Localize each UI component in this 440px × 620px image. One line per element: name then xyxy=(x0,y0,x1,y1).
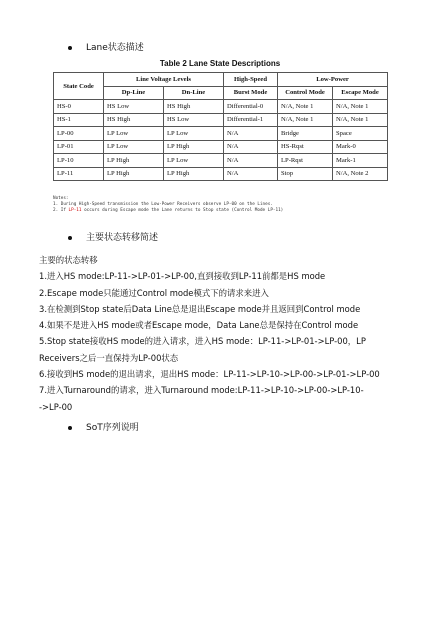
table-header-row xyxy=(54,73,388,87)
table-cell: N/A, Note 1 xyxy=(333,100,388,114)
bullet-text: Lane状态描述 xyxy=(86,43,144,53)
note-2-prefix: 2. If xyxy=(53,208,66,213)
table-notes xyxy=(53,196,283,214)
table-row xyxy=(54,113,388,127)
table-cell: LP-11 xyxy=(54,167,104,181)
table-cell: Stop xyxy=(278,167,333,181)
table-cell: N/A xyxy=(224,127,278,141)
table-row xyxy=(54,127,388,141)
table-row xyxy=(54,154,388,168)
table-cell: LP High xyxy=(164,140,224,154)
table-cell: HS Low xyxy=(104,100,164,114)
table-cell: HS Low xyxy=(164,113,224,127)
header-low-power: Low-Power xyxy=(278,73,388,87)
table-cell: N/A, Note 1 xyxy=(278,113,333,127)
note-1: 1. During High-Speed transmission the Low-Power Receivers observe LP-00 on the Lines. xyxy=(53,202,273,207)
note-2-suffix: occurs during Escape mode the Lane returns to Stop state (Control Mode LP-11) xyxy=(84,208,284,213)
section-heading: 主要的状态转移 xyxy=(39,255,98,265)
table-cell: N/A xyxy=(224,140,278,154)
header-escape-mode: Escape Mode xyxy=(333,86,388,100)
table-row xyxy=(54,167,388,181)
lane-state-table xyxy=(53,72,388,181)
body-line: ->LP-00 xyxy=(39,401,73,412)
table-cell: Mark-1 xyxy=(333,154,388,168)
body-line: 5.Stop state接收HS mode的进入请求，进入HS mode：LP-11->LP-01->LP-00，LP xyxy=(39,336,366,347)
table-cell: LP Low xyxy=(104,127,164,141)
table-cell: HS High xyxy=(104,113,164,127)
table-row xyxy=(54,140,388,154)
notes-heading: Notes: xyxy=(53,196,69,201)
table-cell: LP-Rqst xyxy=(278,154,333,168)
table-cell: LP High xyxy=(164,167,224,181)
body-line: 7.进入Turnaround的请求，进入Turnaround mode:LP-11->LP-10->LP-00->LP-10- xyxy=(39,385,364,396)
table-cell: LP Low xyxy=(164,127,224,141)
bullet-text: 主要状态转移简述 xyxy=(86,233,159,243)
bullet-dot-icon xyxy=(68,236,72,240)
table-cell: Differential-1 xyxy=(224,113,278,127)
body-line: 2.Escape mode只能通过Control mode模式下的请求来进入 xyxy=(39,287,269,298)
header-control-mode: Control Mode xyxy=(278,86,333,100)
table-cell: Mark-0 xyxy=(333,140,388,154)
header-high-speed: High-Speed xyxy=(224,73,278,87)
table-cell: HS-0 xyxy=(54,100,104,114)
body-line: 4.如果不是进入HS mode或者Escape mode，Data Lane总是保持在Control mode xyxy=(39,320,359,331)
body-line: 1.进入HS mode:LP-11->LP-01->LP-00,直到接收到LP-11前都是HS mode xyxy=(39,271,326,282)
table-cell: N/A xyxy=(224,154,278,168)
table-cell: LP-00 xyxy=(54,127,104,141)
table-cell: Differential-0 xyxy=(224,100,278,114)
table-cell: LP High xyxy=(104,154,164,168)
body-line: 6.接收到HS mode的退出请求，退出HS mode：LP-11->LP-10->LP-00->LP-01->LP-00 xyxy=(39,369,380,380)
table-cell: LP High xyxy=(104,167,164,181)
table-cell: N/A, Note 1 xyxy=(278,100,333,114)
table-cell: LP-10 xyxy=(54,154,104,168)
header-state-code: State Code xyxy=(54,73,104,100)
table-cell: N/A xyxy=(224,167,278,181)
header-dn-line: Dn-Line xyxy=(164,86,224,100)
bullet-dot-icon xyxy=(68,46,72,50)
table-cell: N/A, Note 2 xyxy=(333,167,388,181)
table-cell: LP Low xyxy=(164,154,224,168)
table-cell: HS-1 xyxy=(54,113,104,127)
table-cell: Space xyxy=(333,127,388,141)
bullet-dot-icon xyxy=(68,426,72,430)
note-2-highlight: LP-11 xyxy=(68,208,82,213)
table-cell: LP-01 xyxy=(54,140,104,154)
table-row xyxy=(54,100,388,114)
table-cell: N/A, Note 1 xyxy=(333,113,388,127)
body-section xyxy=(39,252,401,415)
table-subheader-row xyxy=(54,86,388,100)
table-cell: HS High xyxy=(164,100,224,114)
table-cell: HS-Rqst xyxy=(278,140,333,154)
header-dp-line: Dp-Line xyxy=(104,86,164,100)
note-2 xyxy=(53,208,283,214)
header-line-voltage: Line Voltage Levels xyxy=(104,73,224,87)
table-cell: LP Low xyxy=(104,140,164,154)
table-title: Table 2 Lane State Descriptions xyxy=(159,59,281,68)
table-cell: Bridge xyxy=(278,127,333,141)
bullet-text: SoT序列说明 xyxy=(86,423,139,433)
header-burst-mode: Burst Mode xyxy=(224,86,278,100)
body-line: 3.在检测到Stop state后Data Line总是退出Escape mode并且返回到Control mode xyxy=(39,303,361,314)
body-line: Receivers之后一直保持为LP-00状态 xyxy=(39,352,179,363)
